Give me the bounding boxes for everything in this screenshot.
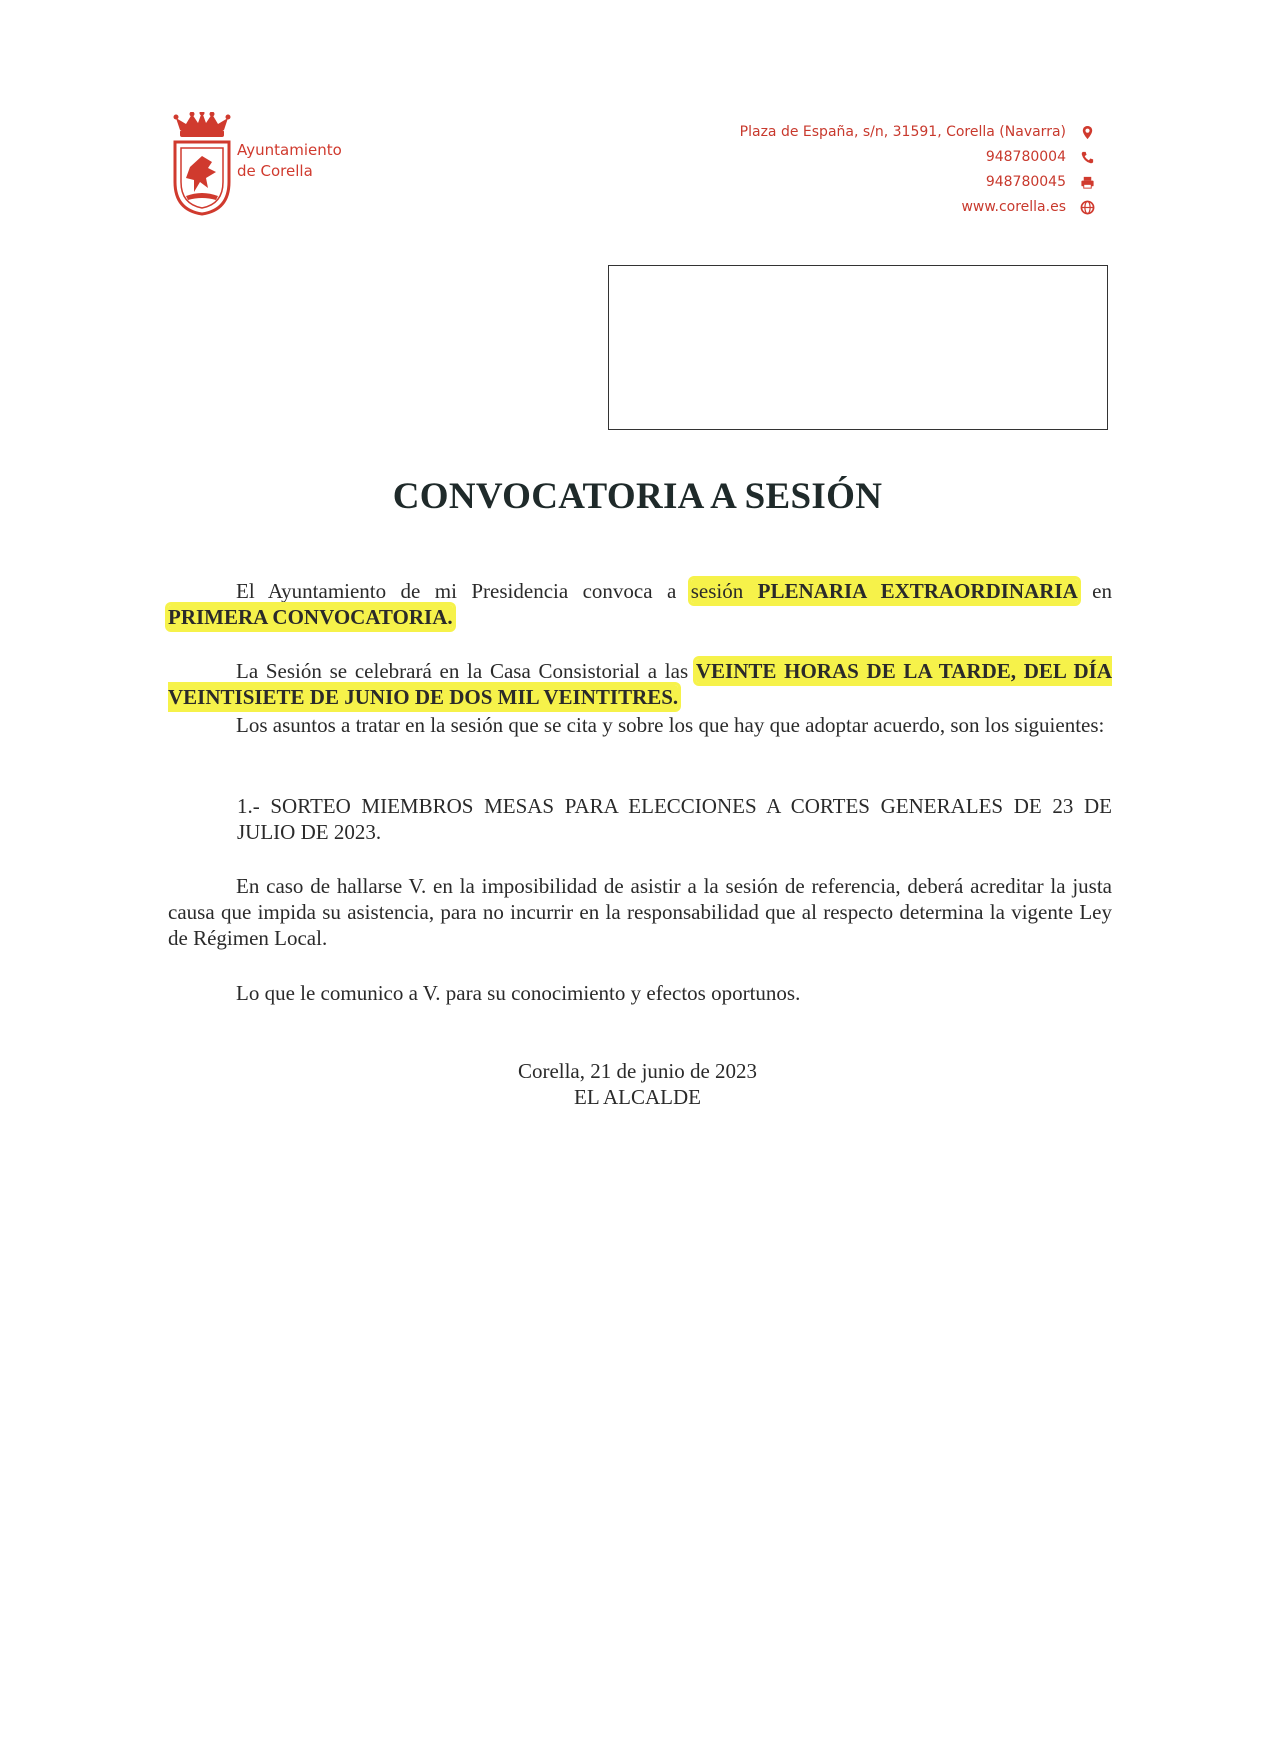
address-window-box xyxy=(608,265,1108,430)
contact-phone-row xyxy=(740,145,1095,170)
para2-text-a: La Sesión se celebrará en la Casa Consistorial a las xyxy=(236,659,696,683)
document-title: CONVOCATORIA A SESIÓN xyxy=(392,476,883,517)
para2-date-time: VEINTE HORAS DE LA TARDE, DEL DÍA VEINTISIETE DE JUNIO DE DOS MIL VEINTITRES. xyxy=(168,659,1112,709)
para1-first-call: PRIMERA CONVOCATORIA. xyxy=(168,605,453,629)
contact-fax-row xyxy=(740,170,1095,195)
globe-icon xyxy=(1080,200,1095,215)
contact-address-row xyxy=(740,120,1095,145)
contact-block xyxy=(740,120,1095,220)
para1-text-a: El Ayuntamiento de mi Presidencia convoca a xyxy=(236,579,691,603)
convocation-paragraph xyxy=(168,578,1112,630)
closing-paragraph: Lo que le comunico a V. para su conocimiento y efectos oportunos. xyxy=(236,981,801,1005)
contact-address: Plaza de España, s/n, 31591, Corella (Navarra) xyxy=(739,124,1066,140)
absence-paragraph: En caso de hallarse V. en la imposibilidad de asistir a la sesión de referencia, deberá acreditar la justa causa que impida su asistencia, para no incurrir en la responsabilidad que al respecto determina la vigente Ley de Régimen Local. xyxy=(168,874,1112,950)
contact-web: www.corella.es xyxy=(961,199,1066,215)
organization-name xyxy=(237,140,342,182)
org-name-line1: Ayuntamiento xyxy=(237,141,342,159)
para1-text-b: sesión xyxy=(690,579,758,603)
org-name-line2: de Corella xyxy=(237,162,313,180)
agenda-intro-paragraph: Los asuntos a tratar en la sesión que se cita y sobre los que hay que adoptar acuerdo, son los siguientes: xyxy=(236,713,1105,737)
contact-fax: 948780045 xyxy=(985,174,1066,190)
contact-phone: 948780004 xyxy=(985,149,1066,165)
phone-icon xyxy=(1080,150,1095,165)
para1-session-type: PLENARIA EXTRAORDINARIA xyxy=(757,579,1078,603)
corella-coat-of-arms-logo xyxy=(172,112,232,217)
para1-highlight-sesion xyxy=(691,579,1078,603)
contact-web-row xyxy=(740,195,1095,220)
location-pin-icon xyxy=(1080,125,1095,140)
signatory-role: EL ALCALDE xyxy=(574,1085,701,1109)
para1-text-d: en xyxy=(1077,579,1113,603)
agenda-item: 1.- SORTEO MIEMBROS MESAS PARA ELECCIONES A CORTES GENERALES DE 23 DE JULIO DE 2023. xyxy=(237,794,1112,844)
place-date: Corella, 21 de junio de 2023 xyxy=(517,1059,758,1083)
session-time-paragraph xyxy=(168,658,1112,710)
signature-block xyxy=(0,1058,1275,1110)
fax-printer-icon xyxy=(1080,175,1095,190)
